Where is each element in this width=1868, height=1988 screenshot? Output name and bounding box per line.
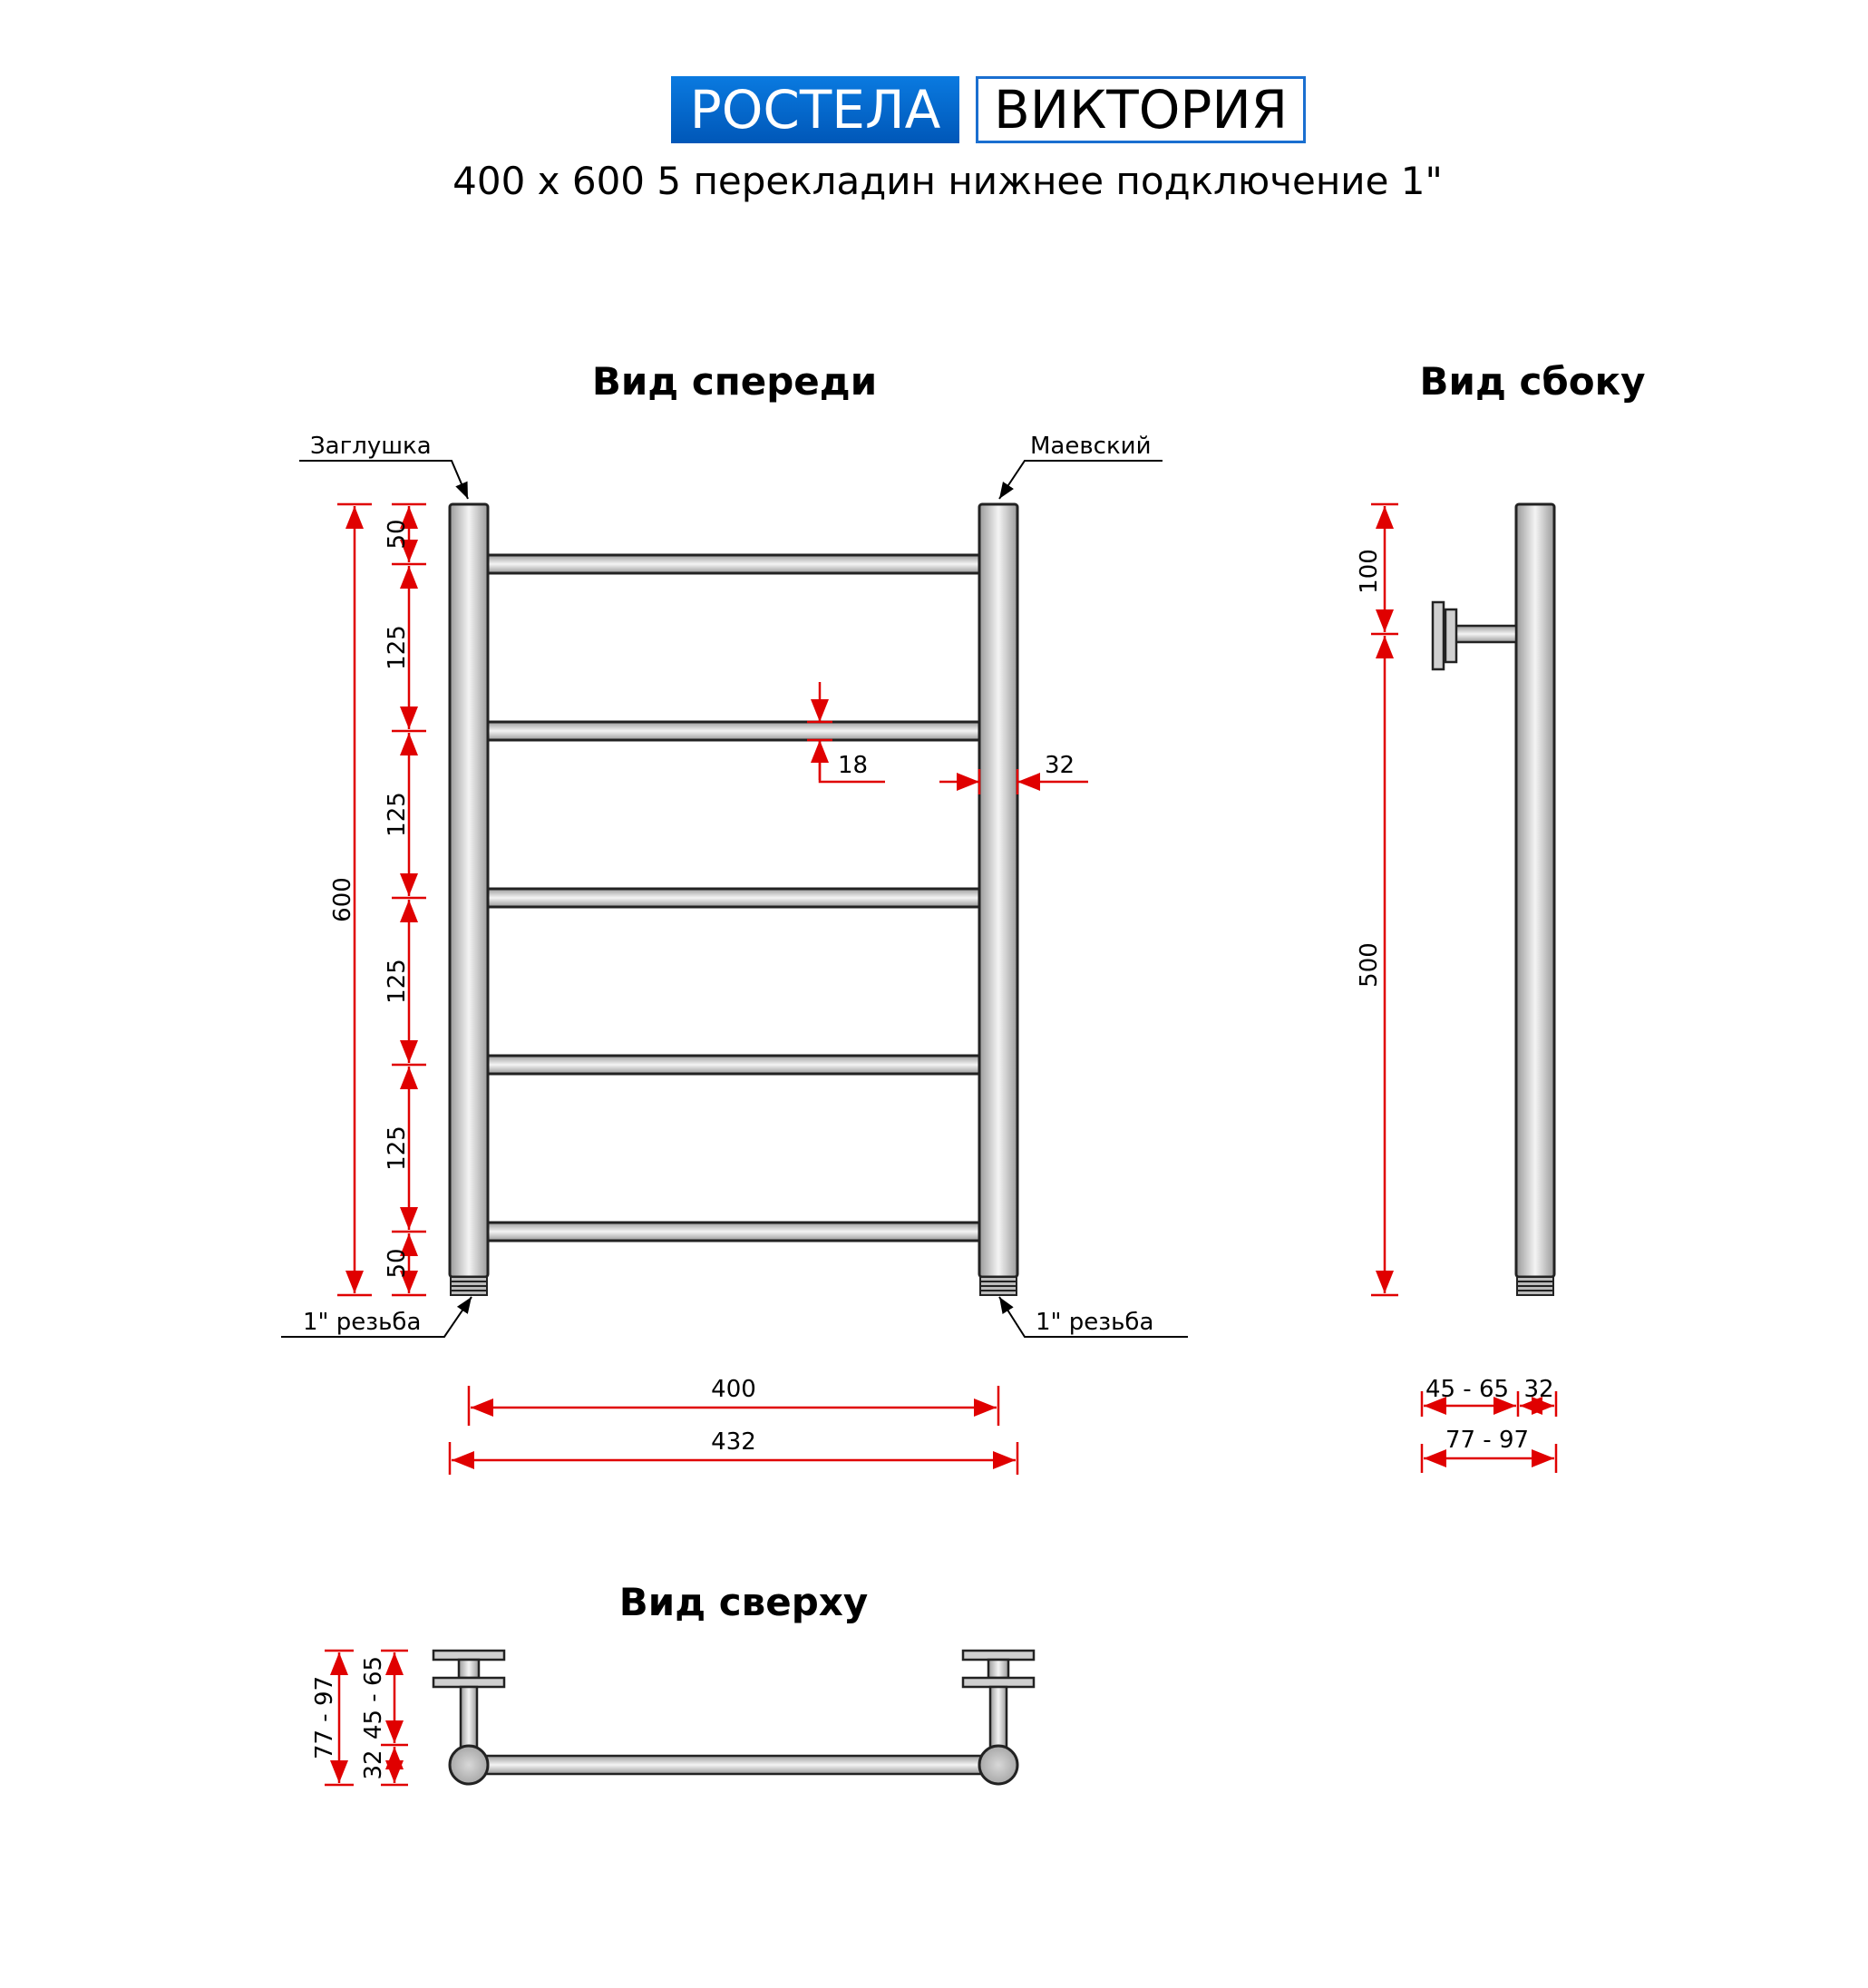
top-view-title: Вид сверху — [618, 1580, 869, 1624]
rung-4 — [479, 1056, 987, 1074]
brand-logo: РОСТЕЛА — [671, 76, 959, 143]
thread-left-label: 1" резьба — [303, 1309, 422, 1336]
plug-leader — [299, 461, 468, 499]
dim-spacing-3: 125 — [384, 959, 411, 1004]
product-subtitle: 400 x 600 5 перекладин нижнее подключение 1" — [452, 159, 1443, 203]
side-view — [1356, 504, 1556, 1473]
dim-bottom-offset: 50 — [384, 1248, 411, 1279]
rungs — [479, 555, 987, 1241]
rung-5 — [479, 1223, 987, 1241]
side-dim-total-depth: 77 - 97 — [1445, 1427, 1530, 1454]
dim-rung-diameter: 18 — [838, 752, 869, 779]
right-pipe — [979, 504, 1017, 1277]
dim-spacing-2: 125 — [384, 792, 411, 837]
front-view — [281, 433, 1188, 1475]
top-bracket-right-plate — [963, 1651, 1034, 1660]
left-pipe — [450, 504, 488, 1277]
dim-overall-width: 432 — [711, 1428, 756, 1456]
thread-right-label: 1" резьба — [1036, 1309, 1154, 1336]
side-dim-lower: 500 — [1356, 942, 1383, 988]
front-view-title: Вид спереди — [591, 359, 878, 404]
side-dim-top-offset: 100 — [1356, 549, 1383, 594]
rung-2 — [479, 722, 987, 740]
dim-spacing-1: 125 — [384, 625, 411, 670]
plug-label: Заглушка — [310, 433, 432, 460]
dim-center-distance: 400 — [711, 1376, 756, 1403]
left-thread — [451, 1277, 487, 1295]
top-dim-total-depth: 77 - 97 — [311, 1675, 338, 1760]
dim-top-offset: 50 — [384, 519, 411, 550]
top-bracket-left-plate — [433, 1651, 504, 1660]
top-view — [311, 1651, 1034, 1785]
right-thread — [980, 1277, 1017, 1295]
side-view-title: Вид сбоку — [1419, 359, 1646, 404]
top-pipe-left — [450, 1746, 488, 1784]
rung-1 — [479, 555, 987, 573]
side-dim-wall-gap: 45 - 65 — [1425, 1376, 1510, 1403]
side-pipe — [1516, 504, 1554, 1277]
top-pipe-right — [979, 1746, 1017, 1784]
dim-total-height: 600 — [329, 877, 356, 922]
side-thread — [1517, 1277, 1553, 1295]
top-dim-pipe: 32 — [360, 1749, 387, 1780]
top-dim-wall-gap: 45 - 65 — [360, 1655, 387, 1740]
dim-spacing-4: 125 — [384, 1126, 411, 1171]
rung-3 — [479, 889, 987, 907]
side-dim-pipe: 32 — [1523, 1376, 1554, 1403]
top-rung — [469, 1756, 998, 1774]
model-name: ВИКТОРИЯ — [976, 76, 1306, 143]
mayevsky-leader — [999, 461, 1163, 499]
mayevsky-label: Маевский — [1030, 433, 1152, 460]
side-bracket — [1433, 602, 1516, 669]
dim-pipe-diameter: 32 — [1045, 752, 1075, 779]
